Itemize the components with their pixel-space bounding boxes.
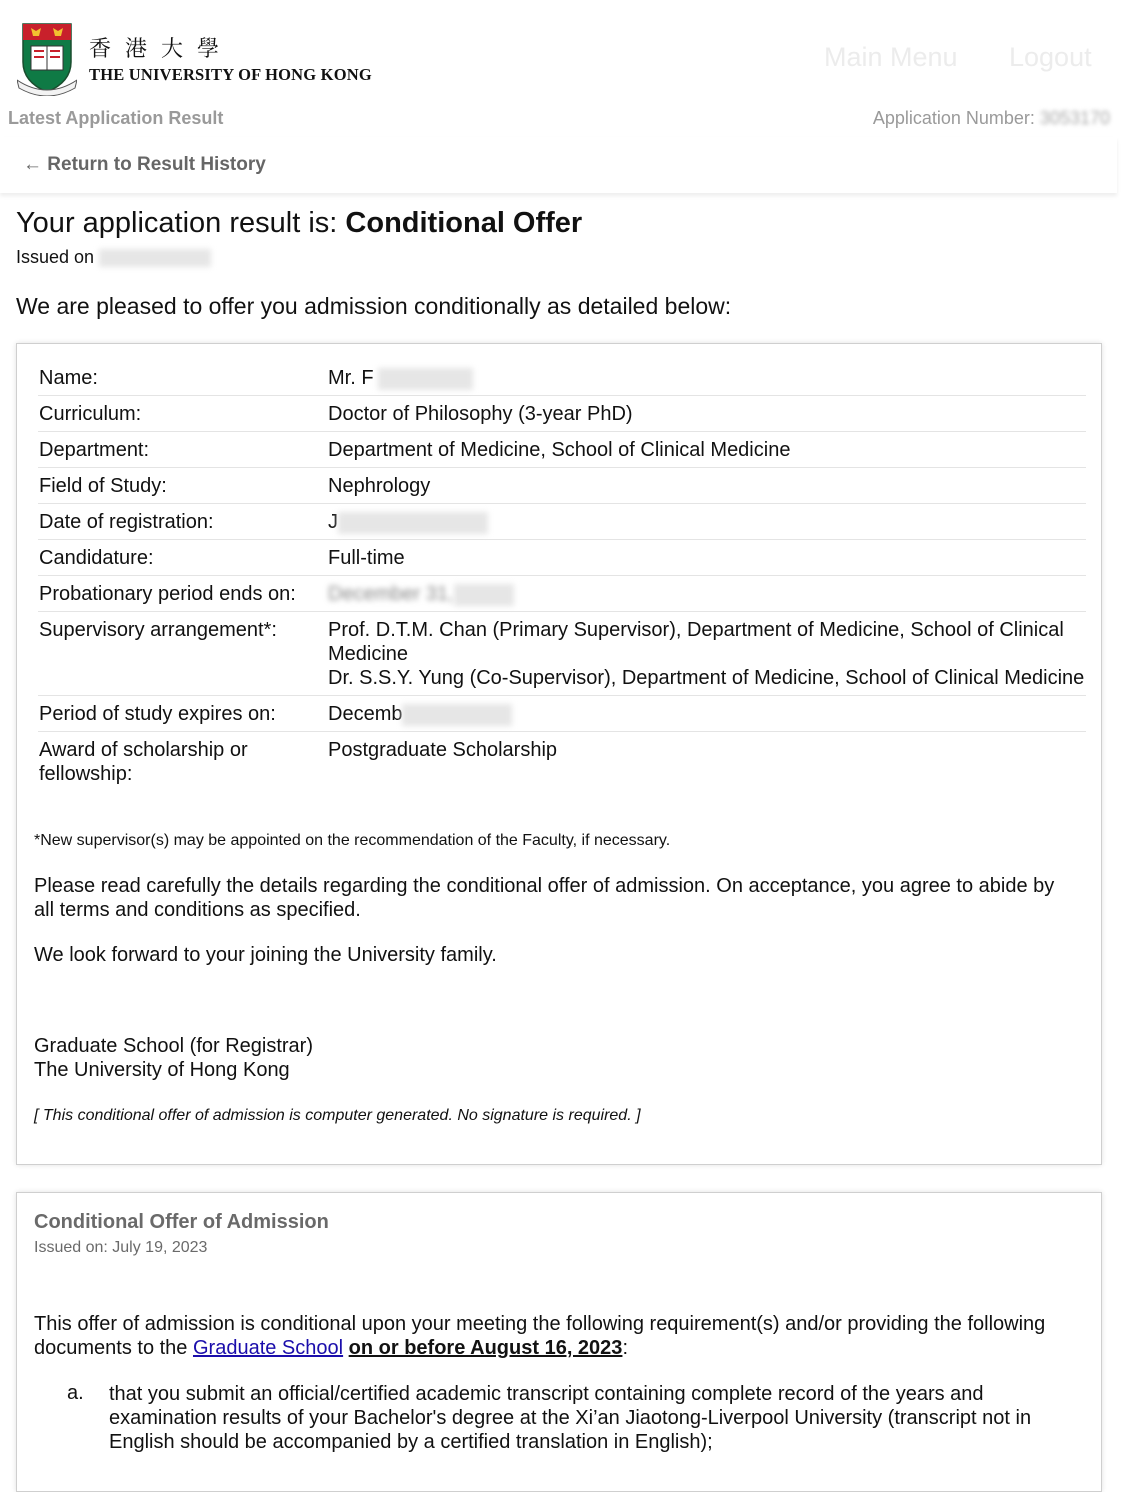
table-row [38, 612, 1086, 696]
page-title [16, 207, 582, 240]
application-number-value: 3053170 [1039, 108, 1110, 128]
row-label: Field of Study: [38, 468, 328, 504]
conditional-offer-title: Conditional Offer of Admission [34, 1211, 329, 1233]
row-label: Date of registration: [38, 504, 328, 540]
row-value: Full-time [328, 540, 1086, 576]
row-value: J [328, 504, 1086, 540]
requirement-text: that you submit an official/certified academic transcript containing complete record of the years and examination results of your Bachelor's degree at the Xi’an Jiaotong-Liverpool University (transcript not in English should be accompanied by a certified translation in English); [109, 1383, 1032, 1453]
conditional-offer-card [16, 1192, 1102, 1492]
row-label: Name: [38, 360, 328, 396]
redacted-value [402, 704, 512, 726]
table-row [38, 732, 1086, 792]
row-value: Decemb [328, 696, 1086, 732]
redacted-value [454, 584, 514, 606]
row-label: Curriculum: [38, 396, 328, 432]
offer-intro: We are pleased to offer you admission conditionally as detailed below: [16, 293, 732, 319]
row-value: Postgraduate Scholarship [328, 739, 558, 761]
row-label: Probationary period ends on: [38, 576, 328, 612]
issued-date [16, 247, 211, 268]
application-number [873, 108, 1110, 129]
issued-label: Issued on [16, 247, 95, 267]
row-value: Mr. F [328, 360, 1086, 396]
redacted-value [378, 368, 473, 390]
main-menu-link[interactable]: Main Menu [824, 42, 958, 72]
co-supervisor: Dr. S.S.Y. Yung (Co-Supervisor), Department of Medicine, School of Clinical Medicine [328, 667, 1085, 689]
conditional-offer-issued: Issued on: July 19, 2023 [34, 1239, 208, 1256]
page-subtitle: Latest Application Result [8, 108, 224, 128]
supervisor-footnote: *New supervisor(s) may be appointed on the recommendation of the Faculty, if necessary. [34, 832, 671, 849]
university-name-english: THE UNIVERSITY OF HONG KONG [89, 65, 372, 84]
table-row [38, 504, 1086, 540]
signature-line-1: Graduate School (for Registrar) [34, 1035, 314, 1057]
row-value: December 31, [328, 576, 1086, 612]
result-prefix: Your application result is: [16, 207, 346, 239]
application-number-label: Application Number: [872, 108, 1035, 128]
graduate-school-link[interactable]: Graduate School [192, 1337, 344, 1359]
university-name-chinese: 香港大學 [89, 37, 234, 62]
table-row [38, 696, 1086, 732]
row-label: Period of study expires on: [38, 696, 328, 732]
row-value: Nephrology [328, 468, 1086, 504]
requirement-marker: a. [67, 1382, 84, 1404]
table-row [38, 540, 1086, 576]
signature-block [34, 1034, 313, 1082]
terms-paragraph: Please read carefully the details regarding the conditional offer of admission. On acceptance, you agree to abide by all terms and conditions as specified. [34, 875, 1055, 921]
table-row [38, 432, 1086, 468]
primary-supervisor: Prof. D.T.M. Chan (Primary Supervisor), Department of Medicine, School of Clinical Medicine [328, 619, 1064, 665]
logout-link[interactable]: Logout [1009, 42, 1092, 72]
redacted-date [99, 249, 211, 267]
result-status: Conditional Offer [345, 207, 583, 239]
table-row [38, 396, 1086, 432]
row-label: Candidature: [38, 540, 328, 576]
computer-generated-disclaimer: [ This conditional offer of admission is computer generated. No signature is required. ] [34, 1107, 641, 1124]
offer-details-card [16, 343, 1102, 1165]
redacted-value [338, 512, 488, 534]
row-label: Award of scholarship or fellowship: [39, 739, 248, 785]
table-row [38, 360, 1086, 396]
offer-details-table [38, 360, 1086, 791]
back-bar [0, 137, 1117, 193]
row-value: Department of Medicine, School of Clinical Medicine [328, 432, 1086, 468]
table-row [38, 468, 1086, 504]
welcome-paragraph: We look forward to your joining the University family. [34, 944, 497, 966]
row-value: Doctor of Philosophy (3-year PhD) [328, 396, 1086, 432]
row-label: Supervisory arrangement*: [38, 612, 328, 696]
table-row [38, 576, 1086, 612]
conditions-paragraph: This offer of admission is conditional upon your meeting the following requirement(s) and/or providing the following documents to the Graduate School on or before August 16, 2023: [34, 1313, 1046, 1359]
return-to-result-history-link[interactable]: ← Return to Result History [23, 154, 266, 175]
row-label: Department: [38, 432, 328, 468]
row-value [328, 612, 1086, 696]
signature-line-2: The University of Hong Kong [34, 1059, 290, 1081]
university-crest-icon [17, 22, 77, 96]
header [0, 0, 1127, 100]
deadline-text: on or before August 16, 2023 [348, 1337, 623, 1359]
